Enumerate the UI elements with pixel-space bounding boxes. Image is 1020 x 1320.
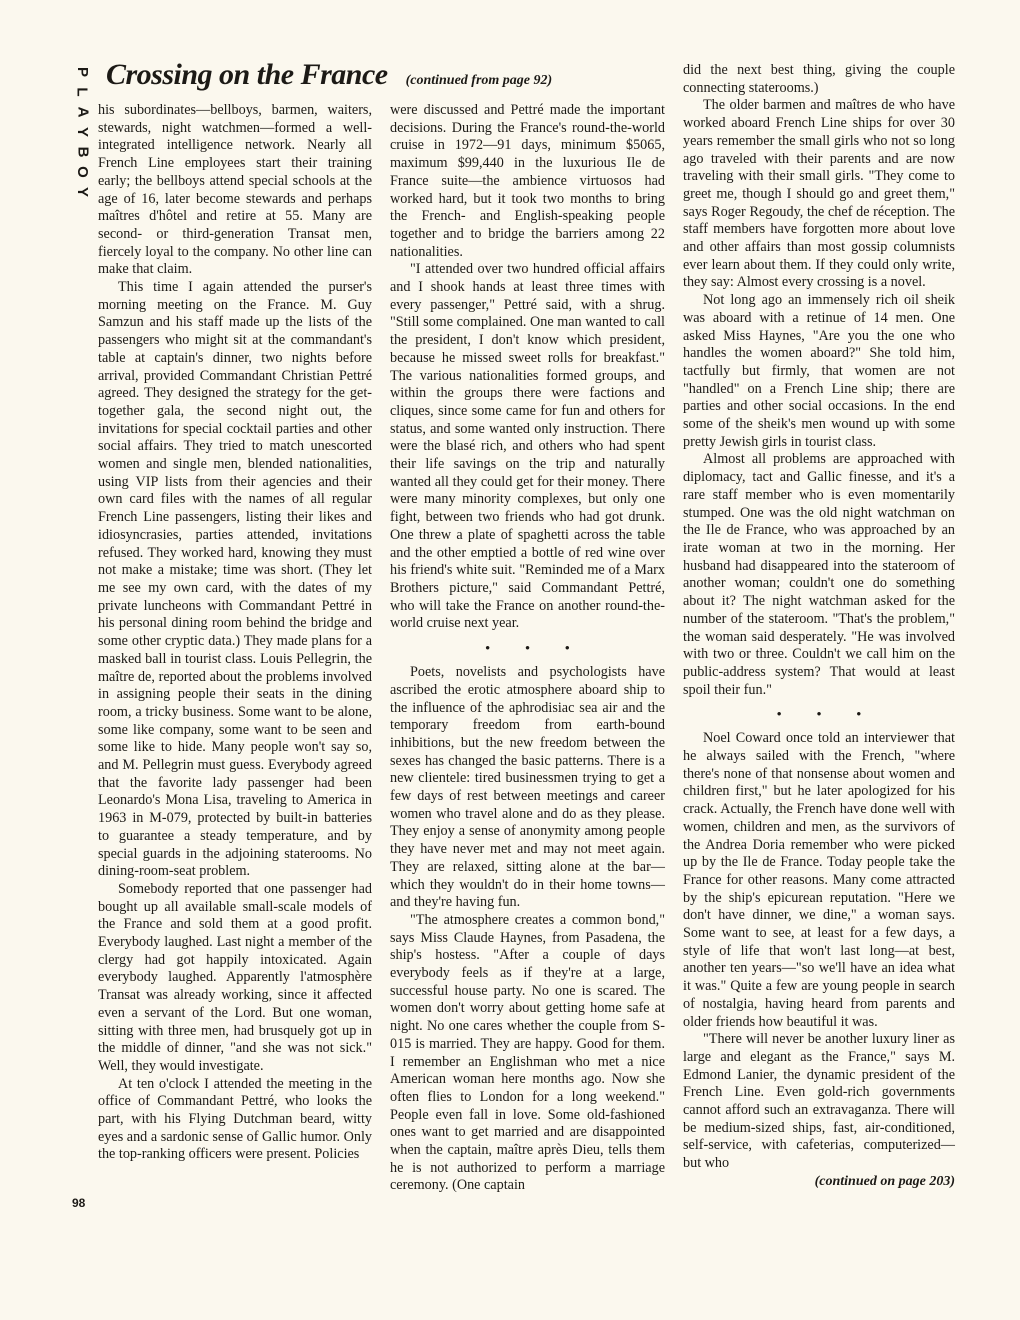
paragraph: "The atmosphere creates a common bond," says Miss Claude Haynes, from Pasadena, the ship's hostess. "After a couple of days everybody feels as if they're at a large, successful house party. No one is scared. The women don't worry about getting home safe at night. No one cares whether the couple from S-015 is married. They are happy. Good for them. I remember an Englishman who met a nice American woman here months ago. Now she often flies to London for a long weekend." People even fall in love. Some old-fashioned ones want to get married and are disappointed when the captain, maître après Dieu, tells them he is not authorized to perform a marriage ceremony. (One captain — [390, 911, 665, 1194]
paragraph: Poets, novelists and psychologists have ascribed the erotic atmosphere aboard ship to the influence of the aphrodisiac sea air and the temporary freedom from earth-bound inhibitions, but the new freedom between the sexes has changed the basic patterns. There is a new clientele: tired businessmen trying to get a few days of rest between meetings and career women who travel alone and do as they please. They enjoy a sense of anonymity among people they have never met and may not meet again. They are relaxed, sitting alone at the bar—which they wouldn't do in their home towns—and they're having fun. — [390, 664, 665, 911]
spine-letter: O — [73, 166, 91, 178]
spine-letter: Y — [73, 126, 91, 138]
spine-letter: Y — [73, 186, 91, 198]
paragraph: At ten o'clock I attended the meeting in the office of Commandant Pettré, who looks the part, with his Flying Dutchman beard, witty eyes and a sardonic sense of Gallic humor. Only the top-ranking officers were present. Policies — [98, 1075, 372, 1163]
page-number: 98 — [72, 1196, 86, 1210]
magazine-spine-logo — [70, 62, 90, 202]
text-column-3 — [683, 62, 955, 1191]
paragraph: The older barmen and maîtres de who have worked aboard French Line ships for over 30 years remember the small girls who not so long ago traveled with their parents and are now traveling with their small girls. "They come to greet me, though I should go and greet them," says Roger Regoudy, the chef de réception. The staff members have forgotten more about love and other affairs than most gossip columnists ever learn about them. If they could only write, they say: Almost every crossing is a novel. — [683, 97, 955, 291]
paragraph: "There will never be another luxury liner as large and elegant as the France," says M. Edmond Lanier, the dynamic president of the French Line. Even gold-rich governments cannot afford such an extravaganza. There will be medium-sized ships, fast, air-conditioned, self-service, with cafeterias, computerized—but who — [683, 1031, 955, 1172]
spine-letter: A — [74, 106, 91, 118]
continued-from-note: (continued from page 92) — [405, 73, 553, 88]
paragraph: did the next best thing, giving the couple connecting staterooms.) — [683, 62, 955, 96]
article-title: Crossing on the France — [106, 58, 388, 91]
paragraph: were discussed and Pettré made the important decisions. During the France's round-the-world cruise in 1972—91 days, minimum $5065, maximum $99,440 in the luxurious Ile de France suite—the ambience virtuosos had worked hard, but it took two months to bring the French- and English-speaking people together and to bridge the barriers among 22 nationalities. — [390, 102, 665, 260]
paragraph: Somebody reported that one passenger had bought up all available small-scale models of the France and sold them at a good profit. Everybody laughed. Last night a member of the clergy had got happily intoxicated. Again everybody laughed. Apparently l'atmosphère Transat was already working, since it affected even a servant of the Lord. But one woman, sitting with three men, had brusquely got up in the middle of dinner, "and she was not sick." Well, they would investigate. — [98, 880, 372, 1074]
text-column-1 — [98, 102, 372, 1164]
section-divider: • • • — [485, 640, 586, 656]
article-header — [106, 58, 666, 104]
paragraph: Noel Coward once told an interviewer that he always sailed with the French, "where there's none of that nonsense about women and children first," but he later apologized for his crack. Actually, the French have done well with women, children and men, as the survivors of the Andrea Doria remember who were picked up by the Ile de France. Today people take the France for other reasons. Many come attracted by the ship's epicurean reputation. "Here we don't have dinner, we dine," a woman says. Some want to see, at least for a few days, a style of life that won't last long—at best, another ten years—"so we'll have an idea what it was." Quite a few are young people in search of nostalgia, having heard from parents and older friends how beautiful it was. — [683, 730, 955, 1030]
paragraph: Almost all problems are approached with diplomacy, tact and Gallic finesse, and it's a rare staff member who is even momentarily stumped. One was the old night watchman on the Ile de France, who was approached by an irate woman at two in the morning. Her husband had disappeared into the stateroom of another woman; couldn't one do something about it? The night watchman asked for the number of the stateroom. "That's the problem," the woman said desperately. "He was involved with two or three. Couldn't we call him on the public-address system? That would at least spoil their fun." — [683, 451, 955, 698]
section-divider: • • • — [776, 706, 878, 722]
paragraph: This time I again attended the purser's morning meeting on the France. M. Guy Samzun and his staff made up the lists of the passengers who might sit at the commandant's table at captain's dinner, two nights before arrival, provided Commandant Christian Pettré agreed. They designed the strategy for the get-together gala, the second night out, the invitations for special cocktail parties and other social affairs. They tried to match unescorted women and single men, blended nationalities, using VIP lists from their agencies and their own card files with the names of all regular French Line passengers, listing their likes and idiosyncrasies, parties attended, invitations refused. They worked hard, knowing they must not make a mistake; time was short. (They let me see my own card, with the dates of my private luncheons with Commandant Pettré in his personal dining room behind the bridge and some other cryptic data.) They made plans for a masked ball in tourist class. Louis Pellegrin, the maître de, reported about the problems involved in assigning people their seats in the dining room, a tricky business. Some want to be alone, some like company, some want to be seen and some like to hide. Many people won't say so, and M. Pellegrin must guess. Everybody agreed that the favorite lady passenger had been Leonardo's Mona Lisa, traveling to America in 1963 in M-079, protected by built-in batteries to guarantee a steady temperature, and by special guards in the adjoining staterooms. No dining-room-seat problem. — [98, 279, 372, 880]
spine-letter: P — [73, 66, 91, 78]
continued-on-note: (continued on page 203) — [814, 1173, 955, 1189]
text-column-2 — [390, 102, 665, 1195]
spine-letter: B — [74, 146, 91, 158]
paragraph: his subordinates—bellboys, barmen, waiters, stewards, night watchmen—formed a well-integrated intelligence network. Nearly all French Line employees start their training early; the bellboys attend special schools at the age of 16, later become stewards and perhaps maîtres d'hôtel and retire at 55. Many are second- or third-generation Transat men, fiercely loyal to the company. No other line can make that claim. — [98, 102, 372, 278]
spine-letter: L — [73, 87, 91, 97]
paragraph: "I attended over two hundred official affairs and I shook hands at least three times with every passenger," Pettré said, with a shrug. "Still some complained. One man wanted to call the president, I don't know which president, because he missed sweet rolls for breakfast." The various nationalities formed groups, and within the groups there were factions and cliques, since some came for fun and others for status, and some wanted only instruction. There were the blasé rich, and others who had spent their life savings on the trip and naturally wanted all they could get for their money. There were many minority complexes, but only one fight, between two friends who had got drunk. One threw a plate of spaghetti across the table and the other emptied a bottle of red wine over his friend's white suit. "Reminded me of a Marx Brothers picture," said Commandant Pettré, who will take the France on another round-the-world cruise next year. — [390, 261, 665, 632]
paragraph: Not long ago an immensely rich oil sheik was aboard with a retinue of 14 men. One asked Miss Haynes, "Are you the one who handles the women aboard?" She told him, tactfully but firmly, that women are not "handled" on a French Line ship; there are parties and other social occasions. In the end some of the sheik's men wound up with some pretty Jewish girls in tourist class. — [683, 292, 955, 450]
